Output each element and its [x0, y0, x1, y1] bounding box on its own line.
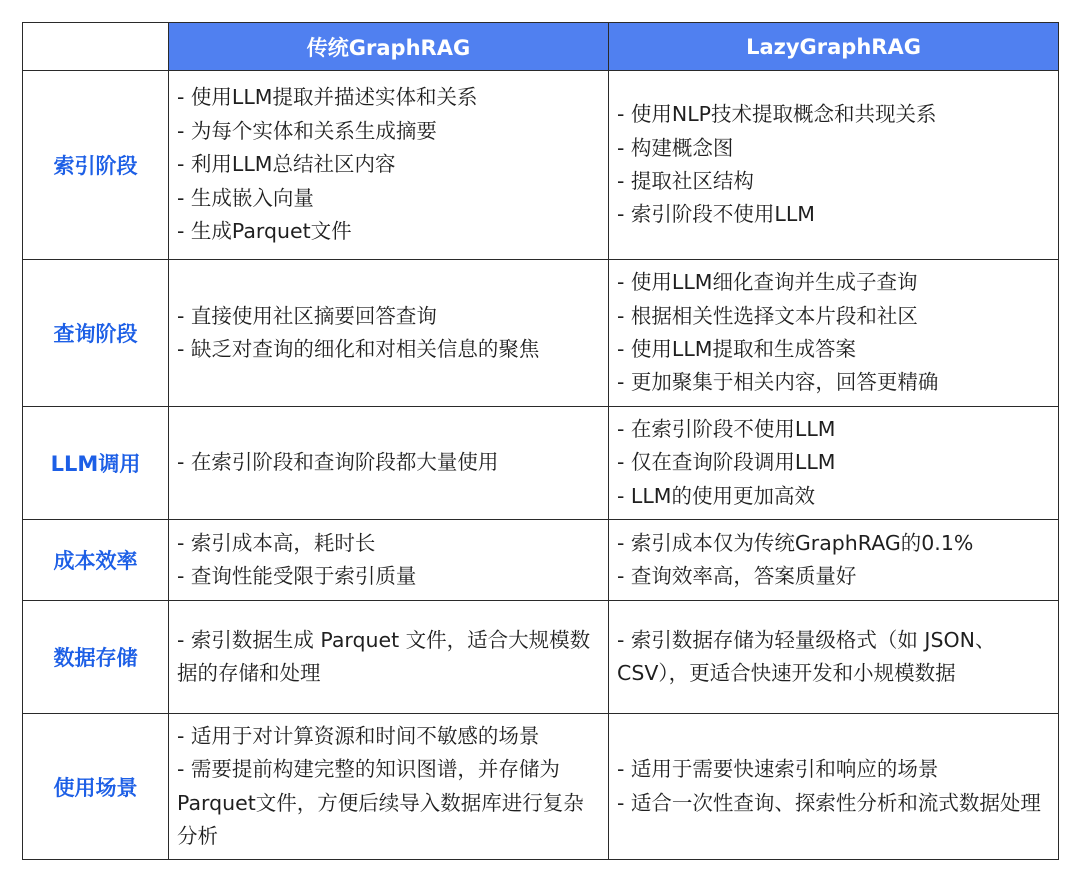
- header-traditional-graphrag: 传统GraphRAG: [169, 23, 609, 71]
- cell-traditional-cost: [169, 520, 609, 601]
- list-item: - 生成嵌入向量: [177, 185, 314, 210]
- list-item: - 生成Parquet文件: [177, 219, 352, 244]
- list-item: - 查询性能受限于索引质量: [177, 564, 417, 588]
- list-item: - 提取社区结构: [617, 169, 754, 193]
- list-item: - LLM的使用更加高效: [617, 483, 815, 508]
- list-item: - 适用于对计算资源和时间不敏感的场景: [177, 723, 540, 748]
- table-row: [23, 714, 1059, 860]
- table-row: [23, 71, 1059, 260]
- list-item: - 在索引阶段和查询阶段都大量使用: [177, 450, 499, 475]
- list-item: - 索引数据存储为轻量级格式（如 JSON、CSV），更适合快速开发和小规模数据: [617, 627, 996, 685]
- row-label-use-cases: 使用场景: [23, 714, 169, 860]
- table-row: [23, 407, 1059, 520]
- cell-lazy-indexing: [609, 71, 1059, 260]
- cell-lazy-use-cases: [609, 714, 1059, 860]
- list-item: - 使用LLM提取并描述实体和关系: [177, 85, 478, 110]
- table-row: [23, 601, 1059, 714]
- list-item: - 更加聚集于相关内容，回答更精确: [617, 370, 939, 395]
- list-item: - 仅在查询阶段调用LLM: [617, 450, 836, 475]
- cell-traditional-llm-calls: [169, 407, 609, 520]
- list-item: - 适合一次性查询、探索性分析和流式数据处理: [617, 790, 1041, 815]
- list-item: - 需要提前构建完整的知识图谱，并存储为Parquet文件，方便后续导入数据库进行复杂分析: [177, 757, 584, 848]
- table-row: [23, 520, 1059, 601]
- list-item: - 索引成本仅为传统GraphRAG的0.1%: [617, 530, 974, 555]
- list-item: - 使用LLM细化查询并生成子查询: [617, 270, 918, 295]
- cell-lazy-cost: [609, 520, 1059, 601]
- list-item: - 缺乏对查询的细化和对相关信息的聚焦: [177, 337, 540, 361]
- header-lazygraphrag: LazyGraphRAG: [609, 23, 1059, 71]
- list-item: - 索引阶段不使用LLM: [617, 202, 815, 227]
- row-label-cost-efficiency: 成本效率: [23, 520, 169, 601]
- list-item: - 为每个实体和关系生成摘要: [177, 118, 437, 143]
- list-item: - 使用LLM提取和生成答案: [617, 337, 856, 361]
- header-corner-cell: [23, 23, 169, 71]
- cell-lazy-query: [609, 260, 1059, 407]
- list-item: - 利用LLM总结社区内容: [177, 152, 396, 177]
- list-item: - 使用NLP技术提取概念和共现关系: [617, 102, 937, 127]
- cell-traditional-query: [169, 260, 609, 407]
- list-item: - 在索引阶段不使用LLM: [617, 416, 836, 441]
- row-label-llm-calls: LLM调用: [23, 407, 169, 520]
- cell-traditional-use-cases: [169, 714, 609, 860]
- comparison-table: [22, 22, 1059, 860]
- list-item: - 适用于需要快速索引和响应的场景: [617, 757, 939, 782]
- list-item: - 查询效率高，答案质量好: [617, 564, 857, 588]
- list-item: - 索引成本高，耗时长: [177, 530, 376, 555]
- list-item: - 直接使用社区摘要回答查询: [177, 303, 437, 328]
- table-row: [23, 260, 1059, 407]
- cell-traditional-indexing: [169, 71, 609, 260]
- comparison-table-container: [22, 22, 1058, 860]
- row-label-query: 查询阶段: [23, 260, 169, 407]
- cell-lazy-storage: [609, 601, 1059, 714]
- list-item: - 索引数据生成 Parquet 文件，适合大规模数据的存储和处理: [177, 627, 591, 685]
- row-label-indexing: 索引阶段: [23, 71, 169, 260]
- row-label-data-storage: 数据存储: [23, 601, 169, 714]
- list-item: - 构建概念图: [617, 135, 734, 160]
- list-item: - 根据相关性选择文本片段和社区: [617, 303, 918, 328]
- table-header-row: [23, 23, 1059, 71]
- cell-traditional-storage: [169, 601, 609, 714]
- cell-lazy-llm-calls: [609, 407, 1059, 520]
